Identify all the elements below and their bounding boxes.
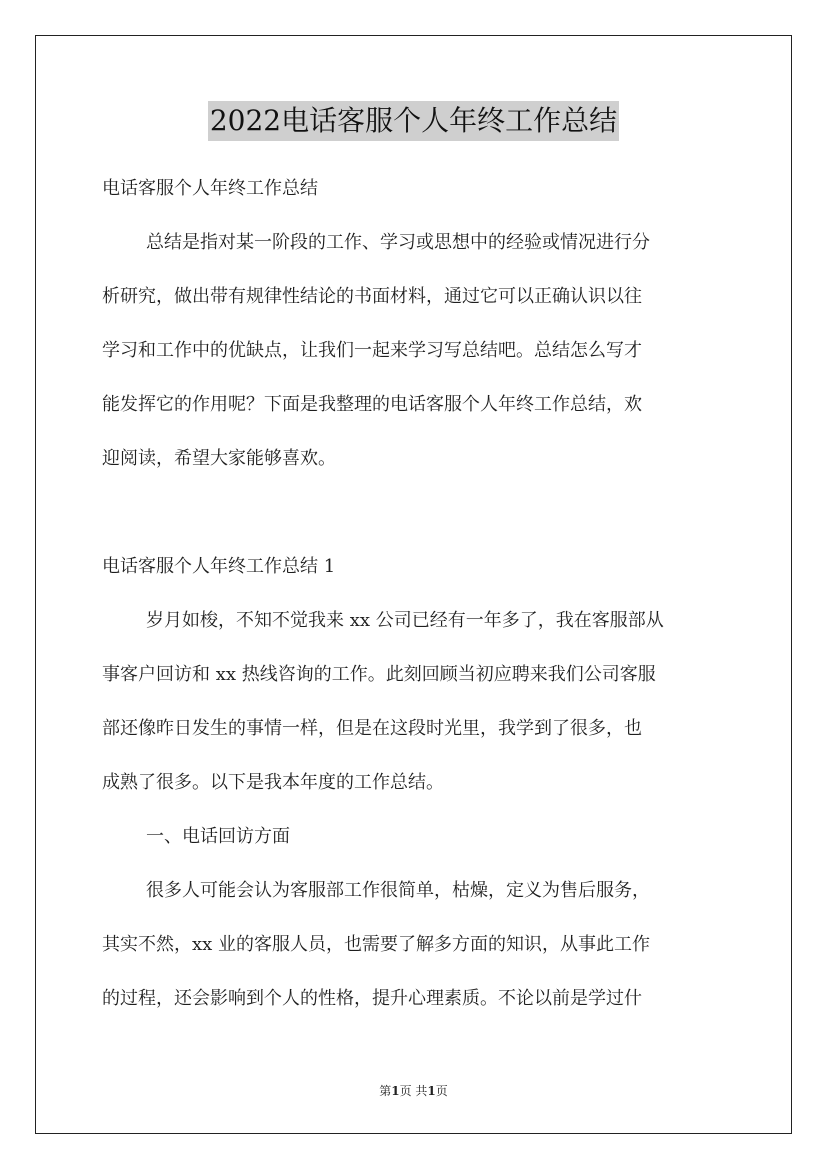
paragraph-line: 成熟了很多。以下是我本年度的工作总结。	[102, 772, 444, 793]
paragraph-line: 很多人可能会认为客服部工作很简单，枯燥，定义为售后服务，	[146, 880, 650, 901]
paragraph-line: 部还像昨日发生的事情一样，但是在这段时光里，我学到了很多，也	[102, 718, 642, 739]
intro-paragraph	[102, 229, 727, 472]
page-footer	[0, 1083, 827, 1099]
document-body	[102, 175, 727, 1012]
paragraph-line: 其实不然，xx 业的客服人员，也需要了解多方面的知识，从事此工作	[102, 934, 651, 955]
paragraph-line: 事客户回访和 xx 热线咨询的工作。此刻回顾当初应聘来我们公司客服	[102, 664, 656, 685]
paragraph-line: 能发挥它的作用呢？下面是我整理的电话客服个人年终工作总结，欢	[102, 394, 642, 415]
paragraph-line: 总结是指对某一阶段的工作、学习或思想中的经验或情况进行分	[146, 232, 650, 253]
footer-mid: 页 共	[399, 1084, 428, 1098]
document-title: 2022电话客服个人年终工作总结	[208, 101, 619, 141]
paragraph-line: 迎阅读，希望大家能够喜欢。	[102, 448, 336, 469]
paragraph-line: 的过程，还会影响到个人的性格，提升心理素质。不论以前是学过什	[102, 988, 642, 1009]
section-heading-main: 电话客服个人年终工作总结	[102, 178, 318, 199]
footer-total-pages: 1	[427, 1084, 436, 1098]
paragraph-2	[102, 877, 727, 1012]
paragraph-line: 岁月如梭，不知不觉我来 xx 公司已经有一年多了，我在客服部从	[146, 610, 664, 631]
title-container	[0, 101, 827, 141]
footer-prefix: 第	[379, 1084, 392, 1098]
subsection-heading: 一、电话回访方面	[146, 826, 290, 847]
footer-suffix: 页	[435, 1084, 448, 1098]
paragraph-1	[102, 607, 727, 796]
section-heading-1: 电话客服个人年终工作总结 1	[102, 556, 336, 577]
footer-page-number: 1	[391, 1084, 400, 1098]
paragraph-line: 学习和工作中的优缺点，让我们一起来学习写总结吧。总结怎么写才	[102, 340, 642, 361]
paragraph-line: 析研究，做出带有规律性结论的书面材料，通过它可以正确认识以往	[102, 286, 642, 307]
